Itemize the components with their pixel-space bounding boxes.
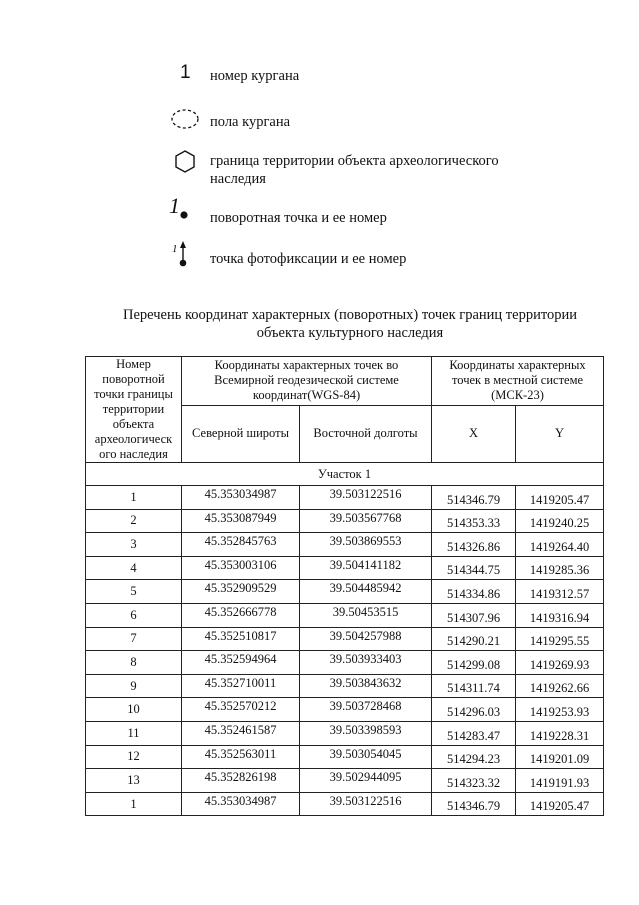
x-cell: 514296.03	[432, 698, 516, 722]
longitude-cell: 39.503398593	[300, 721, 432, 745]
table-row	[86, 651, 604, 675]
table-row	[86, 674, 604, 698]
latitude-cell: 45.352461587	[182, 721, 300, 745]
x-cell: 514283.47	[432, 721, 516, 745]
table-row	[86, 792, 604, 816]
x-cell: 514326.86	[432, 533, 516, 557]
latitude-cell: 45.352909529	[182, 580, 300, 604]
table-row	[86, 486, 604, 510]
y-cell: 1419316.94	[516, 603, 604, 627]
longitude-cell: 39.503933403	[300, 651, 432, 675]
coordinates-table	[85, 356, 604, 816]
table-row	[86, 745, 604, 769]
numbered-point-icon: 1	[168, 196, 202, 230]
x-cell: 514346.79	[432, 486, 516, 510]
latitude-cell: 45.352594964	[182, 651, 300, 675]
x-cell: 514290.21	[432, 627, 516, 651]
x-cell: 514353.33	[432, 509, 516, 533]
y-cell: 1419295.55	[516, 627, 604, 651]
latitude-cell: 45.352666778	[182, 603, 300, 627]
legend-label: поворотная точка и ее номер	[210, 210, 387, 226]
y-cell: 1419312.57	[516, 580, 604, 604]
y-cell: 1419205.47	[516, 792, 604, 816]
x-cell: 514323.32	[432, 769, 516, 793]
point-number-cell: 7	[86, 627, 182, 651]
table-row	[86, 769, 604, 793]
dashed-ellipse-icon	[168, 102, 202, 136]
table-row	[86, 533, 604, 557]
y-cell: 1419205.47	[516, 486, 604, 510]
table-row	[86, 580, 604, 604]
latitude-cell: 45.352845763	[182, 533, 300, 557]
legend-label: граница территории объекта археологического наследия	[210, 153, 499, 187]
latitude-cell: 45.353034987	[182, 486, 300, 510]
latitude-cell: 45.353087949	[182, 509, 300, 533]
table-row	[86, 509, 604, 533]
header-msk23-group: Координаты характерных точек в местной системе (МСК-23)	[432, 357, 604, 406]
point-number-cell: 5	[86, 580, 182, 604]
digit-one-icon: 1	[180, 62, 191, 83]
point-number-cell: 12	[86, 745, 182, 769]
photo-point-arrow-icon: 1	[168, 238, 202, 272]
y-cell: 1419262.66	[516, 674, 604, 698]
point-number-cell: 13	[86, 769, 182, 793]
latitude-cell: 45.352826198	[182, 769, 300, 793]
y-cell: 1419191.93	[516, 769, 604, 793]
x-cell: 514334.86	[432, 580, 516, 604]
x-cell: 514311.74	[432, 674, 516, 698]
x-cell: 514307.96	[432, 603, 516, 627]
legend-label: номер кургана	[210, 68, 300, 84]
longitude-cell: 39.503567768	[300, 509, 432, 533]
longitude-cell: 39.503728468	[300, 698, 432, 722]
legend-label: пола кургана	[210, 114, 291, 130]
legend-item-mound-skirt	[0, 102, 639, 142]
header-y: Y	[516, 405, 604, 462]
y-cell: 1419228.31	[516, 721, 604, 745]
x-cell: 514299.08	[432, 651, 516, 675]
longitude-cell: 39.503843632	[300, 674, 432, 698]
header-longitude: Восточной долготы	[300, 405, 432, 462]
latitude-cell: 45.352563011	[182, 745, 300, 769]
longitude-cell: 39.504141182	[300, 556, 432, 580]
longitude-cell: 39.504257988	[300, 627, 432, 651]
y-cell: 1419253.93	[516, 698, 604, 722]
point-number-cell: 9	[86, 674, 182, 698]
y-cell: 1419201.09	[516, 745, 604, 769]
legend-item-turning-point	[0, 193, 639, 236]
section-title: Участок 1	[86, 463, 604, 486]
point-number-cell: 8	[86, 651, 182, 675]
legend-item-photo-point	[0, 238, 639, 278]
legend-item-boundary	[0, 145, 639, 193]
point-number-cell: 10	[86, 698, 182, 722]
y-cell: 1419264.40	[516, 533, 604, 557]
point-number-cell: 2	[86, 509, 182, 533]
longitude-cell: 39.504485942	[300, 580, 432, 604]
point-number-cell: 1	[86, 792, 182, 816]
header-point-number: Номер поворотной точки границы территории объекта археологическ ого наследия	[86, 357, 182, 463]
point-number-cell: 4	[86, 556, 182, 580]
legend-label: точка фотофиксации и ее номер	[210, 251, 407, 267]
point-number-cell: 6	[86, 603, 182, 627]
x-cell: 514344.75	[432, 556, 516, 580]
legend-item-mound-number	[0, 62, 639, 102]
table-row	[86, 698, 604, 722]
hexagon-icon	[168, 145, 202, 179]
longitude-cell: 39.503054045	[300, 745, 432, 769]
point-number-cell: 11	[86, 721, 182, 745]
longitude-cell: 39.503122516	[300, 486, 432, 510]
longitude-cell: 39.502944095	[300, 769, 432, 793]
y-cell: 1419240.25	[516, 509, 604, 533]
table-caption: Перечень координат характерных (поворотных) точек границ территории объекта культурного наследия	[122, 307, 578, 341]
header-wgs84-group: Координаты характерных точек во Всемирной геодезической системе координат(WGS-84)	[182, 357, 432, 406]
latitude-cell: 45.352510817	[182, 627, 300, 651]
table-row	[86, 603, 604, 627]
latitude-cell: 45.352710011	[182, 674, 300, 698]
latitude-cell: 45.353003106	[182, 556, 300, 580]
table-row	[86, 721, 604, 745]
latitude-cell: 45.352570212	[182, 698, 300, 722]
table-row	[86, 556, 604, 580]
y-cell: 1419269.93	[516, 651, 604, 675]
table-row	[86, 627, 604, 651]
point-number-cell: 1	[86, 486, 182, 510]
header-x: X	[432, 405, 516, 462]
x-cell: 514346.79	[432, 792, 516, 816]
longitude-cell: 39.50453515	[300, 603, 432, 627]
point-number-cell: 3	[86, 533, 182, 557]
header-latitude: Северной широты	[182, 405, 300, 462]
longitude-cell: 39.503869553	[300, 533, 432, 557]
x-cell: 514294.23	[432, 745, 516, 769]
latitude-cell: 45.353034987	[182, 792, 300, 816]
y-cell: 1419285.36	[516, 556, 604, 580]
longitude-cell: 39.503122516	[300, 792, 432, 816]
